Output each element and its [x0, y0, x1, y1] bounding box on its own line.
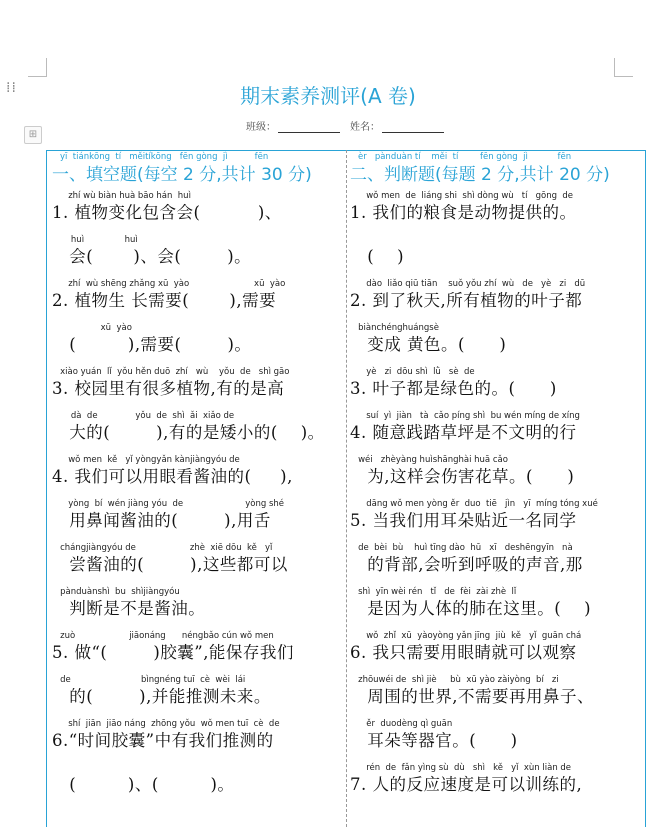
class-field — [246, 118, 340, 133]
question-line: 2. 到了秋天,所有植物的叶子都 — [350, 291, 583, 310]
pinyin-line: yè zi dōu shì lǜ sè de — [350, 367, 475, 377]
question-line: 是因为人体的肺在这里。( ) — [350, 599, 592, 618]
section-title: 一、填空题(每空 2 分,共计 30 分) — [52, 165, 312, 185]
question-line: 4. 随意践踏草坪是不文明的行 — [350, 423, 577, 442]
pinyin-line: de bìngnéng tuī cè wèi lái — [52, 675, 246, 685]
section-pinyin: èr pànduàn tí měi tí fēn gòng jì fēn — [358, 152, 572, 162]
fill-blank-section — [52, 152, 344, 796]
page-margin-mark-top-left — [28, 58, 47, 77]
pinyin-line: wǒ men de liáng shi shì dòng wù tí gōng de — [350, 191, 574, 201]
section-pinyin: yī tiánkōng tí měitíkōng fēn gòng jì fēn — [60, 152, 269, 162]
pinyin-line: xiào yuán lǐ yǒu hěn duō zhí wù yǒu de shì gāo — [52, 367, 290, 377]
pinyin-line: biànchénghuángsè — [350, 323, 439, 333]
question-line: 的背部,会听到呼吸的声音,那 — [350, 555, 583, 574]
class-blank[interactable] — [278, 122, 340, 133]
column-divider — [346, 150, 347, 827]
question-line: 为,这样会伤害花草。( ) — [350, 467, 575, 486]
question-line: 6.“时间胶囊”中有我们推测的 — [52, 731, 274, 750]
question-line: 6. 我只需要用眼睛就可以观察 — [350, 643, 577, 662]
question-line: 大的( ),有的是矮小的( )。 — [52, 423, 325, 442]
question-line: 周围的世界,不需要再用鼻子、 — [350, 687, 594, 706]
question-line: 7. 人的反应速度是可以训练的, — [350, 775, 583, 794]
pinyin-line: chángjiàngyóu de zhè xiē dōu kě yǐ — [52, 543, 273, 553]
pinyin-line: zhí wù biàn huà bāo hán huì — [52, 191, 191, 201]
pinyin-line — [350, 234, 646, 246]
question-line: 5. 做“( )胶囊”,能保存我们 — [52, 643, 294, 662]
page-title: 期末素养测评(A 卷) — [240, 84, 416, 108]
question-line: 会( )、会( )。 — [52, 247, 252, 266]
table-move-handle-icon[interactable]: ⊞ — [24, 126, 42, 144]
pinyin-line: suí yì jiàn tà cǎo píng shì bu wén míng de xíng — [350, 411, 580, 421]
pinyin-line: zhí wù shēng zhǎng xū yào xū yào — [52, 279, 286, 289]
question-line: 判断是不是酱油。 — [52, 599, 206, 618]
pinyin-line: huì huì — [52, 235, 138, 245]
class-label: 班级： — [246, 122, 276, 133]
name-blank[interactable] — [382, 122, 444, 133]
pinyin-line: dāng wǒ men yòng ěr duo tiē jìn yī míng tóng xué — [350, 499, 598, 509]
question-line: 变成 黄色。( ) — [350, 335, 507, 354]
pinyin-line: zhōuwéi de shì jiè bù xū yào zàiyòng bí zi — [350, 675, 559, 685]
pinyin-line: de bèi bù huì tīng dào hū xī deshēngyīn nà — [350, 543, 573, 553]
question-line: 3. 校园里有很多植物,有的是高 — [52, 379, 285, 398]
question-line: ( ),需要( )。 — [52, 335, 252, 354]
pinyin-line: wǒ men kě yǐ yòngyǎn kànjiàngyóu de — [52, 455, 240, 465]
pinyin-line: pànduànshì bu shìjiàngyóu — [52, 587, 180, 597]
pinyin-line: shí jiān jiāo náng zhōng yǒu wǒ men tuī cè de — [52, 719, 280, 729]
section-title: 二、判断题(每题 2 分,共计 20 分) — [350, 165, 610, 185]
question-line: 1. 植物变化包含会( )、 — [52, 203, 282, 222]
pinyin-line: wéi zhèyàng huìshānghài huā cǎo — [350, 455, 508, 465]
pinyin-line: dào liǎo qiū tiān suǒ yǒu zhí wù de yè zi dū — [350, 279, 586, 289]
pinyin-line: dà de yǒu de shì ǎi xiǎo de — [52, 411, 235, 421]
question-line: 5. 当我们用耳朵贴近一名同学 — [350, 511, 577, 530]
pinyin-line — [52, 762, 344, 774]
question-line: 3. 叶子都是绿色的。( ) — [350, 379, 557, 398]
pinyin-line: yòng bí wén jiàng yóu de yòng shé — [52, 499, 285, 509]
question-line: 2. 植物生 长需要( ),需要 — [52, 291, 277, 310]
question-line: 用鼻闻酱油的( ),用舌 — [52, 511, 271, 530]
question-line: ( )、( )。 — [52, 775, 235, 794]
true-false-section — [350, 152, 646, 796]
question-line: 4. 我们可以用眼看酱油的( ), — [52, 467, 293, 486]
question-line: 耳朵等器官。( ) — [350, 731, 518, 750]
question-line: 尝酱油的( ),这些都可以 — [52, 555, 288, 574]
pinyin-line: rén de fǎn yìng sù dù shì kě yǐ xùn liàn de — [350, 763, 572, 773]
question-line: 1. 我们的粮食是动物提供的。 — [350, 203, 577, 222]
page-margin-mark-top-right — [614, 58, 633, 77]
pinyin-line: shì yīn wèi rén tǐ de fèi zài zhè lǐ — [350, 587, 517, 597]
pinyin-line: xū yào — [52, 323, 132, 333]
name-field — [350, 118, 444, 133]
drag-handle-icon[interactable]: ⁞⁞ — [6, 80, 17, 96]
question-line: ( ) — [350, 247, 405, 266]
question-line: 的( ),并能推测未来。 — [52, 687, 271, 706]
pinyin-line: zuò jiāonáng néngbǎo cún wǒ men — [52, 631, 274, 641]
pinyin-line: ěr duodèng qì guān — [350, 719, 453, 729]
pinyin-line: wǒ zhǐ xū yàoyòng yǎn jīng jiù kě yǐ guān chá — [350, 631, 582, 641]
name-label: 姓名： — [350, 122, 380, 133]
